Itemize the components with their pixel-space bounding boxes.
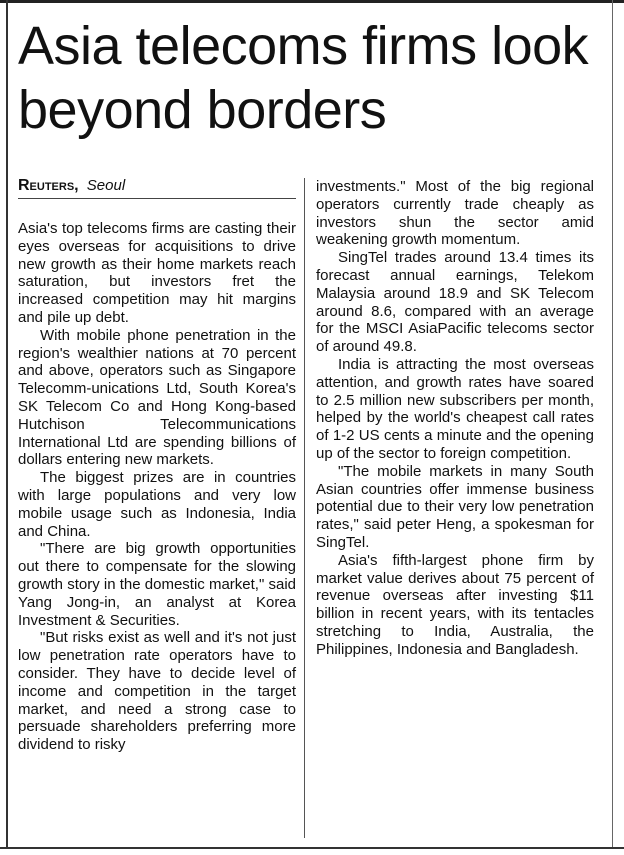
left-border-rule <box>6 0 8 849</box>
byline <box>18 176 296 196</box>
byline-agency: Reuters, <box>18 177 79 194</box>
paragraph: investments." Most of the big regional operators currently trade cheaply as investors shun the sector amid weakening growth momentum. <box>316 178 594 249</box>
paragraph: "The mobile markets in many South Asian countries offer immense business potential due to their very low penetration rates," said peter Heng, a spokesman for SingTel. <box>316 462 594 551</box>
right-border-rule <box>612 0 613 849</box>
paragraph: The biggest prizes are in countries with large populations and very low mobile usage such as Indonesia, India and China. <box>18 469 296 540</box>
column-divider <box>304 178 305 838</box>
paragraph: SingTel trades around 13.4 times its forecast annual earnings, Telekom Malaysia around 18.9 and SK Telecom around 8.6, compared with an average for the MSCI AsiaPacific telecoms sector of around 49.8. <box>316 249 594 356</box>
headline: Asia telecoms firms look beyond borders <box>18 16 589 140</box>
article-column-left <box>18 220 296 754</box>
paragraph: With mobile phone penetration in the region's wealthier nations at 70 percent and above, operators such as Singapore Telecomm-unications Ltd, South Korea's SK Telecom Co and Hong Kong-based Hutchison Telecommunications International Ltd are spending billions of dollars entering new markets. <box>18 326 296 469</box>
byline-location: Seoul <box>86 177 126 194</box>
top-border-rule <box>0 0 624 3</box>
paragraph: "There are big growth opportunities out there to compensate for the slowing growth story in the domestic market," said Yang Jong-in, an analyst at Korea Investment & Securities. <box>18 540 296 629</box>
byline-rule <box>18 198 296 199</box>
paragraph: India is attracting the most overseas attention, and growth rates have soared to 2.5 million new subscribers per month, helped by the world's cheapest call rates of 1-2 US cents a minute and the opening up of the sector to foreign competition. <box>316 355 594 462</box>
article-column-right <box>316 178 594 659</box>
paragraph: Asia's fifth-largest phone firm by market value derives about 75 percent of revenue overseas after investing $11 billion in recent years, with its tentacles stretching to India, Australia, the Philippines, Indonesia and Bangladesh. <box>316 551 594 658</box>
paragraph: Asia's top telecoms firms are casting their eyes overseas for acquisitions to drive new growth as their home markets reach saturation, but investors fret the increased competition may hit margins and pile up debt. <box>18 220 296 326</box>
paragraph: "But risks exist as well and it's not just low penetration rate operators have to consider. They have to decide level of income and competition in the target market, and need a strong case to persuade shareholders preferring more dividend to risky <box>18 629 296 754</box>
bottom-border-rule <box>0 847 624 849</box>
